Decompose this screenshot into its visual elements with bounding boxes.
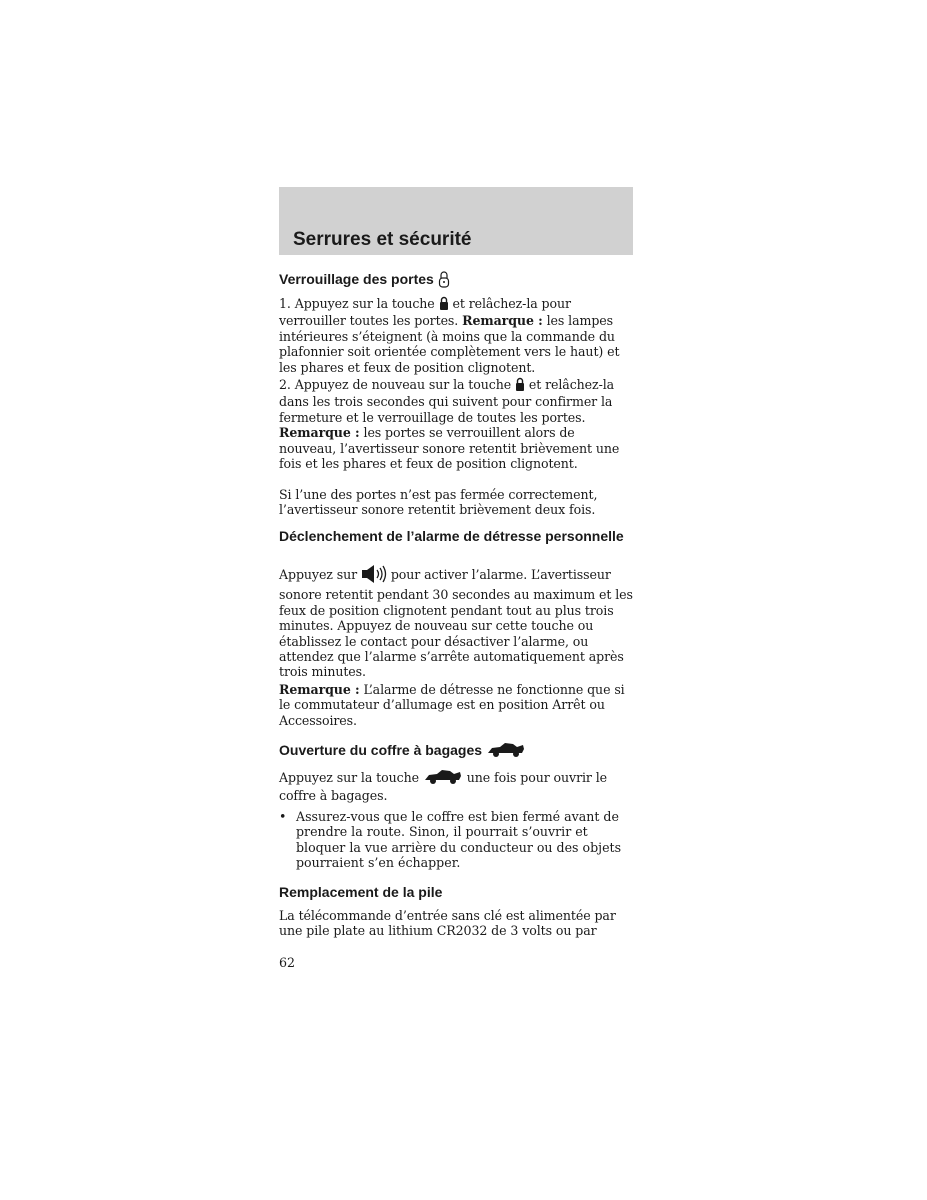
trunk-paragraph-1: [279, 769, 635, 804]
text: Si l’une des portes n’est pas fermée correctement, l’avertisseur sonore retentit brièvement deux fois.: [279, 487, 598, 518]
section-heading-text: Ouverture du coffre à bagages: [279, 742, 483, 759]
page-number: 62: [279, 955, 296, 970]
trunk-icon: [423, 769, 463, 788]
text: Assurez-vous que le coffre est bien fermé avant de prendre la route. Sinon, il pourrait s’ouvrir et bloquer la vue arrière du conducteur ou des objets pourraient s’en échapper.: [296, 809, 622, 871]
chapter-title: Serrures et sécurité: [293, 229, 472, 250]
section-trunk: [279, 741, 635, 762]
text: Appuyez sur: [279, 567, 358, 583]
door-paragraph-2: [279, 377, 635, 471]
alarm-paragraph-2: [279, 682, 635, 728]
trunk-bullet: [279, 809, 635, 871]
list-item: [279, 809, 635, 871]
remark-label: Remarque :: [462, 313, 543, 329]
panic-alarm-icon: [361, 564, 387, 587]
lock-icon: [438, 270, 450, 291]
alarm-paragraph-1: [279, 564, 635, 680]
section-heading: Remplacement de la pile: [279, 884, 443, 900]
section-door-lock: [279, 270, 635, 291]
section-heading-text: Verrouillage des portes: [279, 271, 434, 288]
section-panic-alarm: [279, 529, 635, 544]
text: les lampes intérieures s’éteignent (à moins que la commande du plafonnier soit orientée complètement vers le haut) et les phares et feux de position clignotent.: [279, 313, 620, 375]
trunk-icon: [486, 741, 526, 762]
text: pour activer l’alarme. L’avertisseur sonore retentit pendant 30 secondes au maximum et les feux de position clignotent pendant tout au plus trois minutes. Appuyez de nouveau sur cette touche ou établissez le contact pour désactiver l’alarme, ou attendez que l’alarme s’arrête automatiquement après trois minutes.: [279, 567, 633, 680]
bullet-marker: •: [279, 809, 287, 824]
text: une fois pour ouvrir le coffre à bagages.: [279, 770, 608, 804]
chapter-header: [279, 187, 633, 255]
remark-label: Remarque :: [279, 682, 360, 697]
text: La télécommande d’entrée sans clé est alimentée par une pile plate au lithium CR2032 de 3 volts ou par: [279, 908, 616, 939]
remote-lock-button-icon: [439, 296, 449, 313]
door-paragraph-1: [279, 296, 635, 375]
text: et relâchez-la pour verrouiller toutes les portes.: [279, 296, 571, 329]
door-paragraph-3: [279, 487, 635, 518]
section-battery: [279, 885, 635, 900]
text: Appuyez sur la touche: [279, 770, 419, 786]
text: L’alarme de détresse ne fonctionne que si le commutateur d’allumage est en position Arrêt ou Accessoires.: [279, 682, 625, 728]
section-heading: Déclenchement de l’alarme de détresse personnelle: [279, 528, 624, 544]
section-heading: [279, 270, 635, 291]
text: les portes se verrouillent alors de nouveau, l’avertisseur sonore retentit brièvement une fois et les phares et feux de position clignotent.: [279, 425, 620, 472]
remark-label: Remarque :: [279, 425, 360, 441]
header-band-container: [279, 187, 633, 255]
battery-paragraph-1: [279, 908, 635, 939]
text: et relâchez-la dans les trois secondes qui suivent pour confirmer la fermeture et le verrouillage de toutes les portes.: [279, 377, 615, 425]
section-heading: [279, 741, 635, 762]
remote-lock-button-icon: [515, 377, 525, 394]
text: 1. Appuyez sur la touche: [279, 296, 435, 312]
text: 2. Appuyez de nouveau sur la touche: [279, 377, 512, 393]
